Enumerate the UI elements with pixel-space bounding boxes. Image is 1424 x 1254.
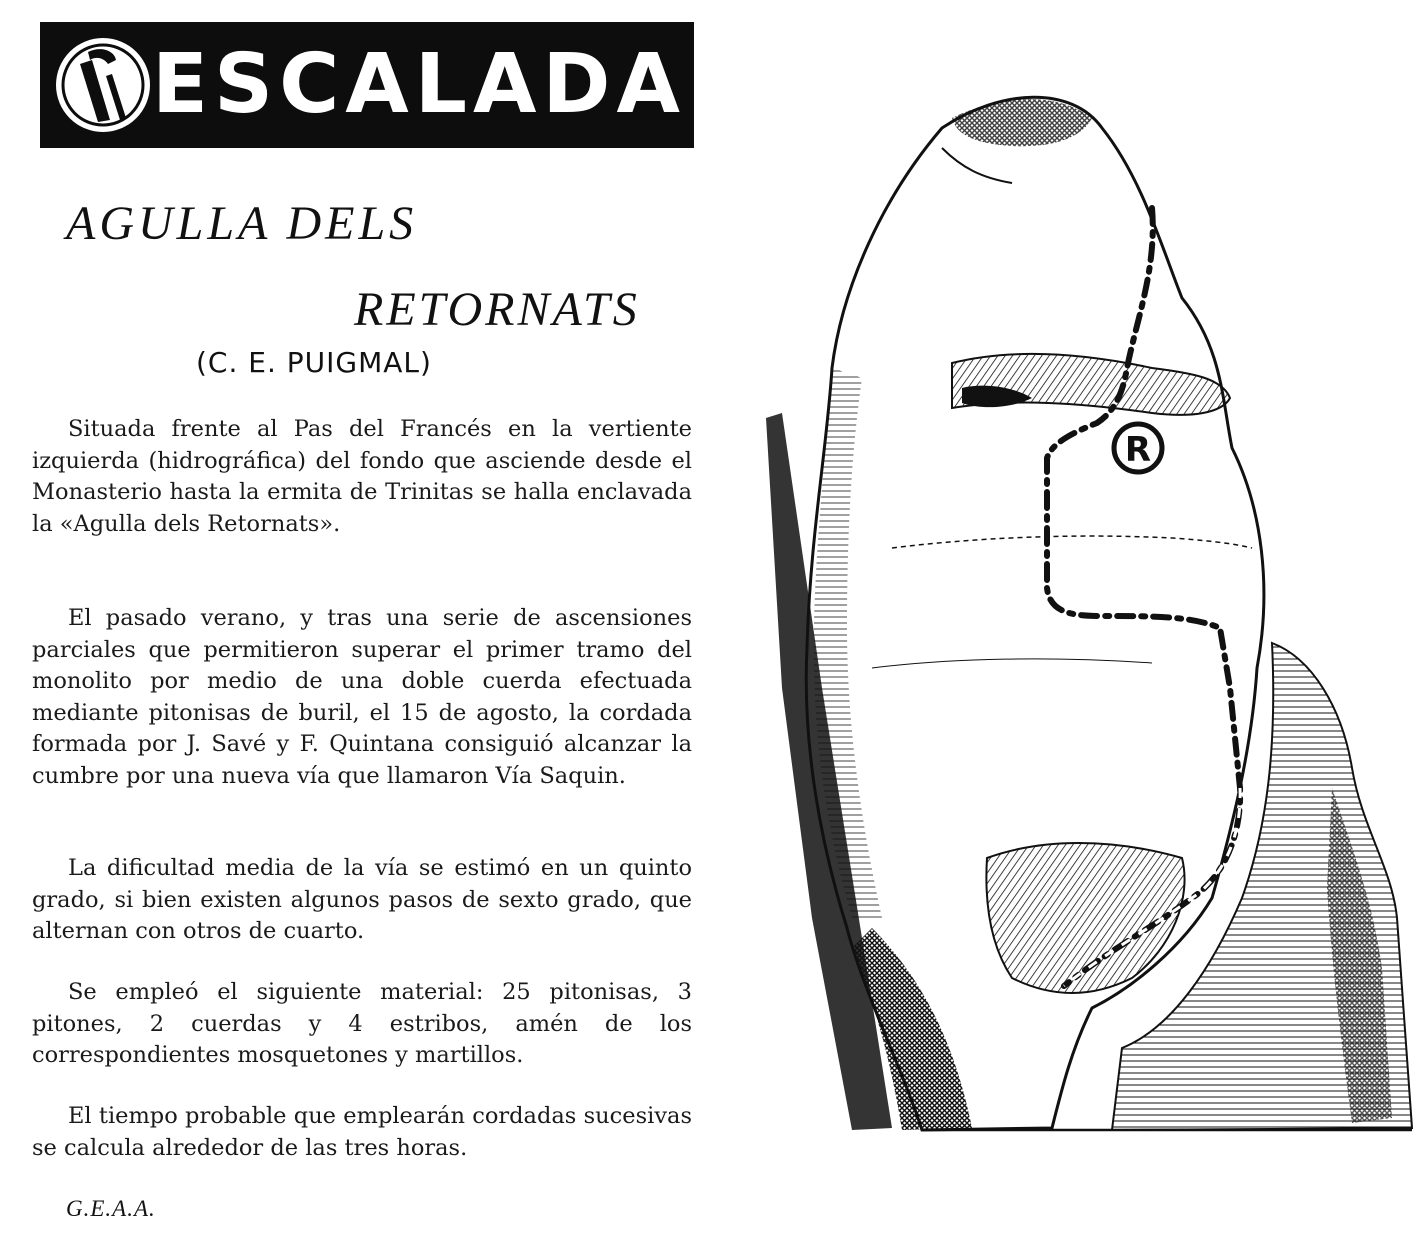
paragraph-difficulty: La dificultad media de la vía se estimó en un quinto grado, si bien existen algunos pasos de sexto grado, que alternan con otros de cuarto. [32, 855, 692, 944]
paragraph-time: El tiempo probable que emplearán cordadas sucesivas se calcula alrededor de las tres horas. [32, 1103, 692, 1161]
rock-needle-illustration [752, 68, 1418, 1138]
signature: G.E.A.A. [66, 1196, 156, 1221]
paragraph-material: Se empleó el siguiente material: 25 pitonisas, 3 pitones, 2 cuerdas y 4 estribos, amén de los correspondientes mosquetones y martillos. [32, 979, 692, 1068]
section-header [40, 22, 694, 148]
section-title: ESCALADA [152, 37, 686, 132]
article-title-line-2: RETORNATS [354, 283, 640, 336]
paragraph-first-ascent: El pasado verano, y tras una serie de ascensiones parciales que permitieron superar el primer tramo del monolito por medio de una doble cuerda efectuada mediante pitonisas de buril, el 15 de agosto, la cordada formada por J. Savé y F. Quintana consiguió alcanzar la cumbre por una nueva vía que llamaron Vía Saquin. [32, 605, 692, 789]
article-title-line-1: AGULLA DELS [66, 197, 418, 250]
paragraph-location: Situada frente al Pas del Francés en la vertiente izquierda (hidrográfica) del fondo que asciende desde el Monasterio hasta la ermita de Trinitas se halla enclavada la «Agulla dels Retornats». [32, 416, 692, 537]
piton-hammer-emblem-icon [52, 34, 154, 136]
route-marker-label: R [1124, 430, 1152, 470]
article-author-club: (C. E. PUIGMAL) [196, 346, 432, 379]
